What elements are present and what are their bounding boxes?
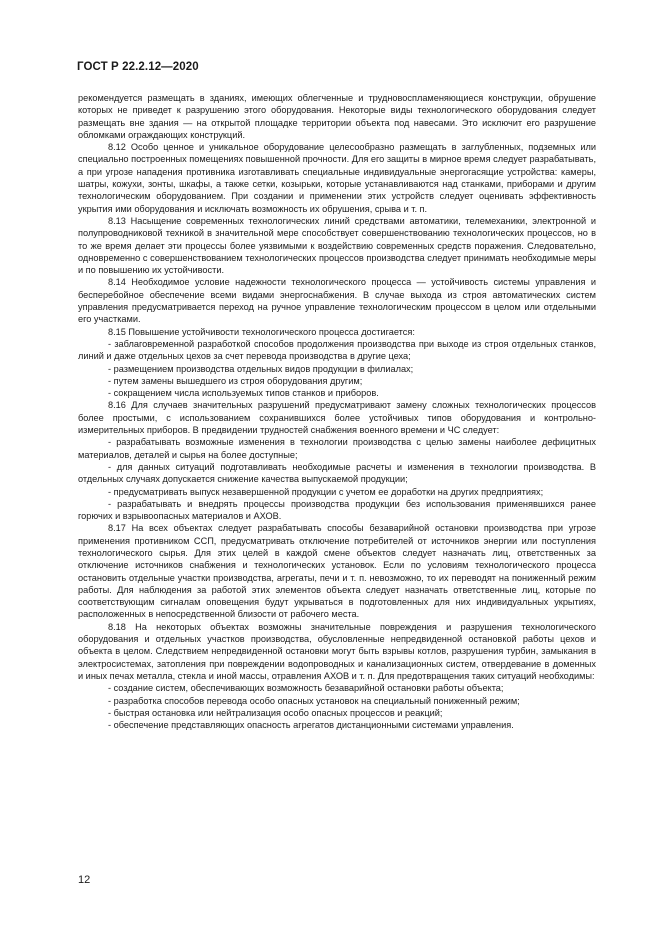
paragraph: 8.15 Повышение устойчивости технологического процесса достигается: <box>108 326 415 337</box>
paragraph: 8.17 На всех объектах следует разрабатывать способы безаварийной остановки производства при угрозе применения противником ССП, предусматривать отключение потребителей от источников энергии или поступления технологического сырья. Для этих целей в каждой смене объектов следует назначать лиц, ответственных за отключение источников снабжения и технологических установок. Если по условиям технологического процесса остановить отдельные участки производства, агрегаты, печи и т. п. невозможно, то их переводят на пониженный режим работы. Для наблюдения за работой этих элементов объекта следует назначать ответственные лиц, которые по соответствующим сигналам оповещения будут укрываться в подготовленных для них индивидуальных укрытиях, расположенных в непосредственной близости от рабочего места. <box>78 523 596 620</box>
paragraph: 8.12 Особо ценное и уникальное оборудование целесообразно размещать в заглубленных, подземных или специально построенных помещениях повышенной прочности. Для его защиты в мирное время следует разрабатывать, а при угрозе нападения противника изготавливать специальные индивидуальные энергогасящие устройства: камеры, шатры, кожухи, зонты, шкафы, а также сетки, козырьки, которые устанавливаются над станками, приборами и другим технологическим оборудованием. При создании и применении этих устройств следует оценивать эффективность укрытия ими оборудования и исключать возможность их обрушения, срыва и т. п. <box>78 142 596 214</box>
paragraph: 8.13 Насыщение современных технологических линий средствами автоматики, телемеханики, электронной и полупроводниковой техникой в значительной мере способствует совершенствованию технологических процессов, но в то же время делает эти процессы более уязвимыми к воздействию современных средств поражения. Следовательно, одновременно с совершенствованием технологических процессов производства следует принимать необходимые меры и по повышению их устойчивости. <box>78 215 596 276</box>
list-item: - разрабатывать возможные изменения в технологии производства с целью замены наиболее дефицитных материалов, деталей и сырья на более доступные; <box>78 437 596 460</box>
paragraph: 8.18 На некоторых объектах возможны значительные повреждения и разрушения технологического оборудования и отдельных участков производства, обусловленные непредвиденной остановкой работы цехов и объекта в целом. Следствием непредвиденной остановки могут быть взрывы котлов, разрушения турбин, замыкания в электросистемах, затопления при повреждении водопроводных и канализационных систем, отвердевание в доменных и иных печах металла, стекла и иной массы, отравления АХОВ и т. п. Для предотвращения таких ситуаций необходимы: <box>78 621 596 681</box>
list-item: - быстрая остановка или нейтрализация особо опасных процессов и реакций; <box>108 707 443 718</box>
paragraph: 8.14 Необходимое условие надежности технологического процесса — устойчивость системы управления и бесперебойное обеспечение всеми видами энергоснабжения. В случае выхода из строя автоматических систем управления предусматривается переход на ручное управление технологическим процессом в целом или отдельными его участками. <box>78 277 596 325</box>
list-item: - разработка способов перевода особо опасных установок на специальный пониженный режим; <box>108 695 520 706</box>
list-item: - создание систем, обеспечивающих возможность безаварийной остановки работы объекта; <box>108 683 504 694</box>
list-item: - размещением производства отдельных видов продукции в филиалах; <box>108 363 414 374</box>
list-item: - обеспечение представляющих опасность агрегатов дистанционными системами управления. <box>108 720 514 731</box>
list-item: - для данных ситуаций подготавливать необходимые расчеты и изменения в технологии производства. В отдельных случаях допускается снижение качества выпускаемой продукции; <box>78 461 596 485</box>
list-item: - заблаговременной разработкой способов продолжения производства при выходе из строя отдельных станков, линий и даже отдельных цехов за счет перевода производства в другие цеха; <box>78 338 596 362</box>
list-item: - путем замены вышедшего из строя оборудования другим; <box>108 375 363 386</box>
paragraph: 8.16 Для случаев значительных разрушений предусматривают замену сложных технологических процессов более простыми, с использованием сохранившихся более устойчивых типов оборудования и контрольно-измерительных приборов. В предвидении трудностей снабжения военного времени и ЧС следует: <box>78 400 596 436</box>
list-item: - сокращением числа используемых типов станков и приборов. <box>108 388 379 399</box>
list-item: - разрабатывать и внедрять процессы производства продукции без использования применявшихся ранее горючих и взрывоопасных материалов и АХОВ. <box>78 498 596 522</box>
paragraph: рекомендуется размещать в зданиях, имеющих облегченные и трудновоспламеняющиеся конструкции, обрушение которых не приведет к разрушению этого оборудования. Некоторые виды технологического оборудования следует размещать вне здания — на открытой площадке территории объекта под навесами. Это исключит его разрушение обломками ограждающих конструкций. <box>78 93 596 140</box>
page-number: 12 <box>78 874 91 886</box>
list-item: - предусматривать выпуск незавершенной продукции с учетом ее доработки на других предприятиях; <box>108 486 544 497</box>
document-body <box>78 92 596 731</box>
document-header: ГОСТ Р 22.2.12—2020 <box>77 61 199 73</box>
